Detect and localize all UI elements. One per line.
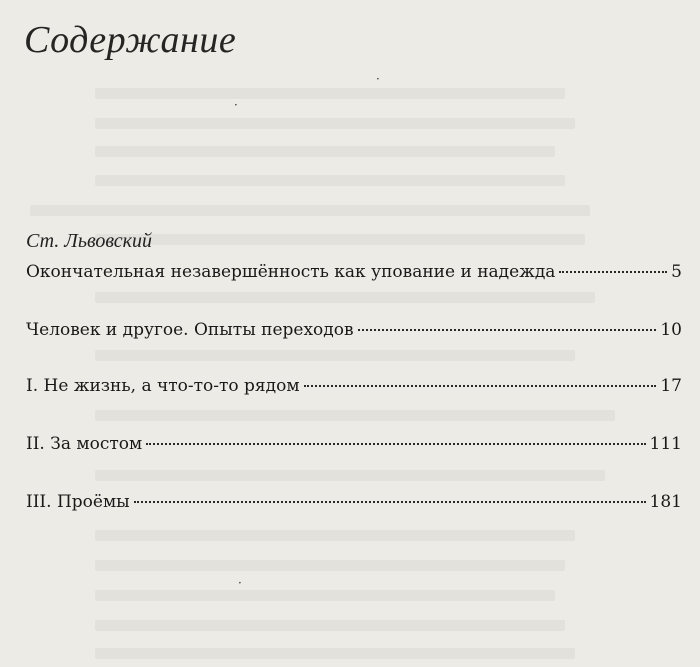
- toc-entry-title: III. Проёмы: [26, 492, 130, 512]
- dot-leader: [134, 501, 646, 503]
- toc-entry-title: I. Не жизнь, а что-то-то рядом: [26, 376, 300, 396]
- toc-entry-page: 17: [660, 376, 682, 396]
- toc-entry[interactable]: [26, 492, 682, 512]
- print-speck: ·: [376, 72, 380, 86]
- toc-entry-title: Окончательная незавершённость как упование и надежда: [26, 262, 556, 282]
- toc-entry-page: 111: [649, 434, 682, 454]
- toc-entry[interactable]: [26, 376, 682, 396]
- page-title: Содержание: [24, 19, 237, 61]
- toc-entry-page: 5: [671, 262, 682, 282]
- toc-entry-title: II. За мостом: [26, 434, 143, 454]
- section-author: Ст. Львовский: [26, 230, 153, 252]
- dot-leader: [146, 443, 645, 445]
- toc-entry[interactable]: [26, 320, 682, 340]
- dot-leader: [358, 329, 657, 331]
- print-speck: ·: [234, 98, 238, 112]
- toc-entry-title: Человек и другое. Опыты переходов: [26, 320, 354, 340]
- toc-entry-page: 181: [649, 492, 682, 512]
- toc-entry[interactable]: [26, 262, 682, 282]
- toc-entry[interactable]: [26, 434, 682, 454]
- dot-leader: [304, 385, 657, 387]
- dot-leader: [559, 271, 667, 273]
- print-speck: ·: [238, 576, 242, 590]
- toc-entry-page: 10: [660, 320, 682, 340]
